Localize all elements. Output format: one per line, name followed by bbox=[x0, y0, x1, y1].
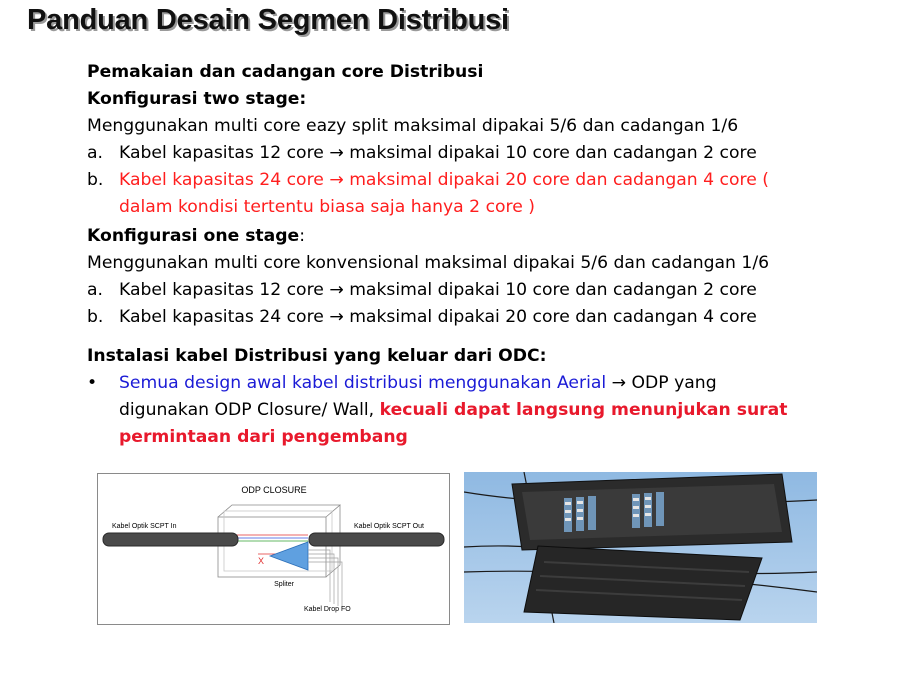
odp-closure-photo bbox=[464, 472, 817, 623]
one-stage-label: Konfigurasi one stage: bbox=[87, 226, 306, 246]
two-stage-description: Menggunakan multi core eazy split maksimal dipakai 5/6 dan cadangan 1/6 bbox=[87, 116, 739, 136]
closure-lid bbox=[512, 474, 792, 550]
closure-base bbox=[524, 546, 762, 620]
installation-bullet-item bbox=[87, 370, 867, 397]
label-splitter: Spliter bbox=[274, 581, 294, 588]
list-marker: a. bbox=[87, 280, 103, 300]
section-heading-usage: Pemakaian dan cadangan core Distribusi bbox=[87, 62, 484, 82]
two-stage-item-b bbox=[87, 167, 867, 194]
slide-title: Panduan Desain Segmen Distribusi bbox=[27, 4, 509, 36]
odp-closure-diagram bbox=[97, 473, 450, 625]
label-cable-out: Kabel Optik SCPT Out bbox=[354, 523, 424, 530]
installation-line-3: permintaan dari pengembang bbox=[119, 427, 408, 447]
list-item-text: Semua design awal kabel distribusi menggunakan Aerial → ODP yang bbox=[119, 373, 717, 393]
drop-cables bbox=[308, 550, 342, 608]
one-stage-description: Menggunakan multi core konvensional maksimal dipakai 5/6 dan cadangan 1/6 bbox=[87, 253, 770, 273]
two-stage-item-b-continuation: dalam kondisi tertentu biasa saja hanya 2 core ) bbox=[119, 197, 535, 217]
label-cable-in: Kabel Optik SCPT In bbox=[112, 523, 177, 530]
two-stage-item-a bbox=[87, 140, 867, 167]
list-item-text: Kabel kapasitas 12 core → maksimal dipakai 10 core dan cadangan 2 core bbox=[119, 143, 757, 163]
arrow-right-icon: → bbox=[611, 373, 627, 393]
cut-mark: X bbox=[258, 556, 265, 566]
list-marker: b. bbox=[87, 307, 104, 327]
section-heading-installation: Instalasi kabel Distribusi yang keluar dari ODC: bbox=[87, 346, 547, 366]
two-stage-label: Konfigurasi two stage: bbox=[87, 89, 307, 109]
slide-body bbox=[87, 59, 867, 451]
odp-closure-diagram-svg bbox=[98, 474, 449, 624]
splitter-icon bbox=[270, 542, 308, 570]
list-marker: a. bbox=[87, 143, 103, 163]
cable-in bbox=[103, 533, 238, 546]
cable-out bbox=[309, 533, 444, 546]
arrow-right-icon: → bbox=[329, 170, 344, 190]
list-item-text: Kabel kapasitas 24 core → maksimal dipakai 20 core dan cadangan 4 core ( bbox=[119, 170, 769, 190]
diagram-title: ODP CLOSURE bbox=[241, 485, 307, 495]
arrow-right-icon: → bbox=[329, 307, 344, 327]
arrow-right-icon: → bbox=[329, 143, 344, 163]
list-item-text: Kabel kapasitas 24 core → maksimal dipakai 20 core dan cadangan 4 core bbox=[119, 307, 757, 327]
list-marker: b. bbox=[87, 170, 104, 190]
label-drop-cable: Kabel Drop FO bbox=[304, 606, 351, 613]
arrow-right-icon: → bbox=[329, 280, 344, 300]
installation-line-2: digunakan ODP Closure/ Wall, kecuali dapat langsung menunjukan surat bbox=[119, 400, 788, 420]
bullet-icon: • bbox=[87, 373, 98, 393]
one-stage-item-a bbox=[87, 277, 867, 304]
one-stage-item-b bbox=[87, 304, 867, 331]
list-item-text: Kabel kapasitas 12 core → maksimal dipakai 10 core dan cadangan 2 core bbox=[119, 280, 757, 300]
